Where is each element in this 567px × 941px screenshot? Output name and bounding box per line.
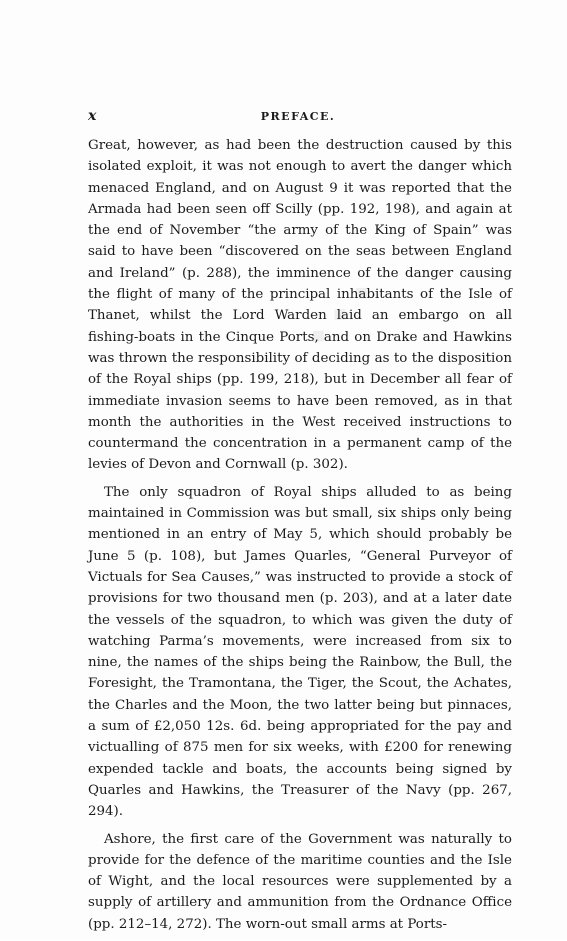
paragraph: Ashore, the first care of the Government was naturally to provide for the defence of the maritime counties and the Isle of Wight, and the local resources were supplemented by a supply of artillery and ammunition from the Ordnance Office (pp. 212–14, 272). The worn-out small arms at Ports- — [88, 831, 512, 932]
page-number: x — [88, 108, 97, 124]
body-text — [88, 135, 512, 941]
watermark: ◆ ◆ ◆ — [303, 275, 377, 349]
paragraph: The only squadron of Royal ships alluded to as being maintained in Commission was but small, six ships only being mentioned in an entry of May 5, which should probably be June 5 (p. 108), but James Quarles, “General Purveyor of Victuals for Sea Causes,” was instructed to provide a stock of provisions for two thousand men (p. 203), and at a later date the vessels of the squadron, to which was given the duty of watching Parma’s movements, were increased from six to nine, the names of the ships being the Rainbow, the Bull, the Foresight, the Tramontana, the Tiger, the Scout, the Achates, the Charles and the Moon, the two latter being but pinnaces, a sum of £2,050 12s. 6d. being appropriated for the pay and victualling of 875 men for six weeks, with £200 for renewing expended tackle and boats, the accounts being signed by Quarles and Hawkins, the Treasurer of the Navy (pp. 267, 294). — [88, 484, 512, 820]
page-header — [88, 108, 508, 128]
paragraph: Great, however, as had been the destruction caused by this isolated exploit, it was not enough to avert the danger which menaced England, and on August 9 it was reported that the Armada had been seen off Scilly (pp. 192, 198), and again at the end of November “the army of the King of Spain” was said to have been “discovered on the seas between England and Ireland” (p. 288), the imminence of the danger causing the flight of many of the principal inhabitants of the Isle of Thanet, whilst the Lord Warden laid an embargo on all fishing-boats in the Cinque Ports, and on Drake and Hawkins was thrown the responsibility of deciding as to the disposition of the Royal ships (pp. 199, 218), but in December all fear of immediate invasion seems to have been removed, as in that month the authorities in the West received instructions to countermand the concentration in a permanent camp of the levies of Devon and Cornwall (p. 302). — [88, 138, 512, 473]
running-head: PREFACE. — [260, 110, 336, 123]
